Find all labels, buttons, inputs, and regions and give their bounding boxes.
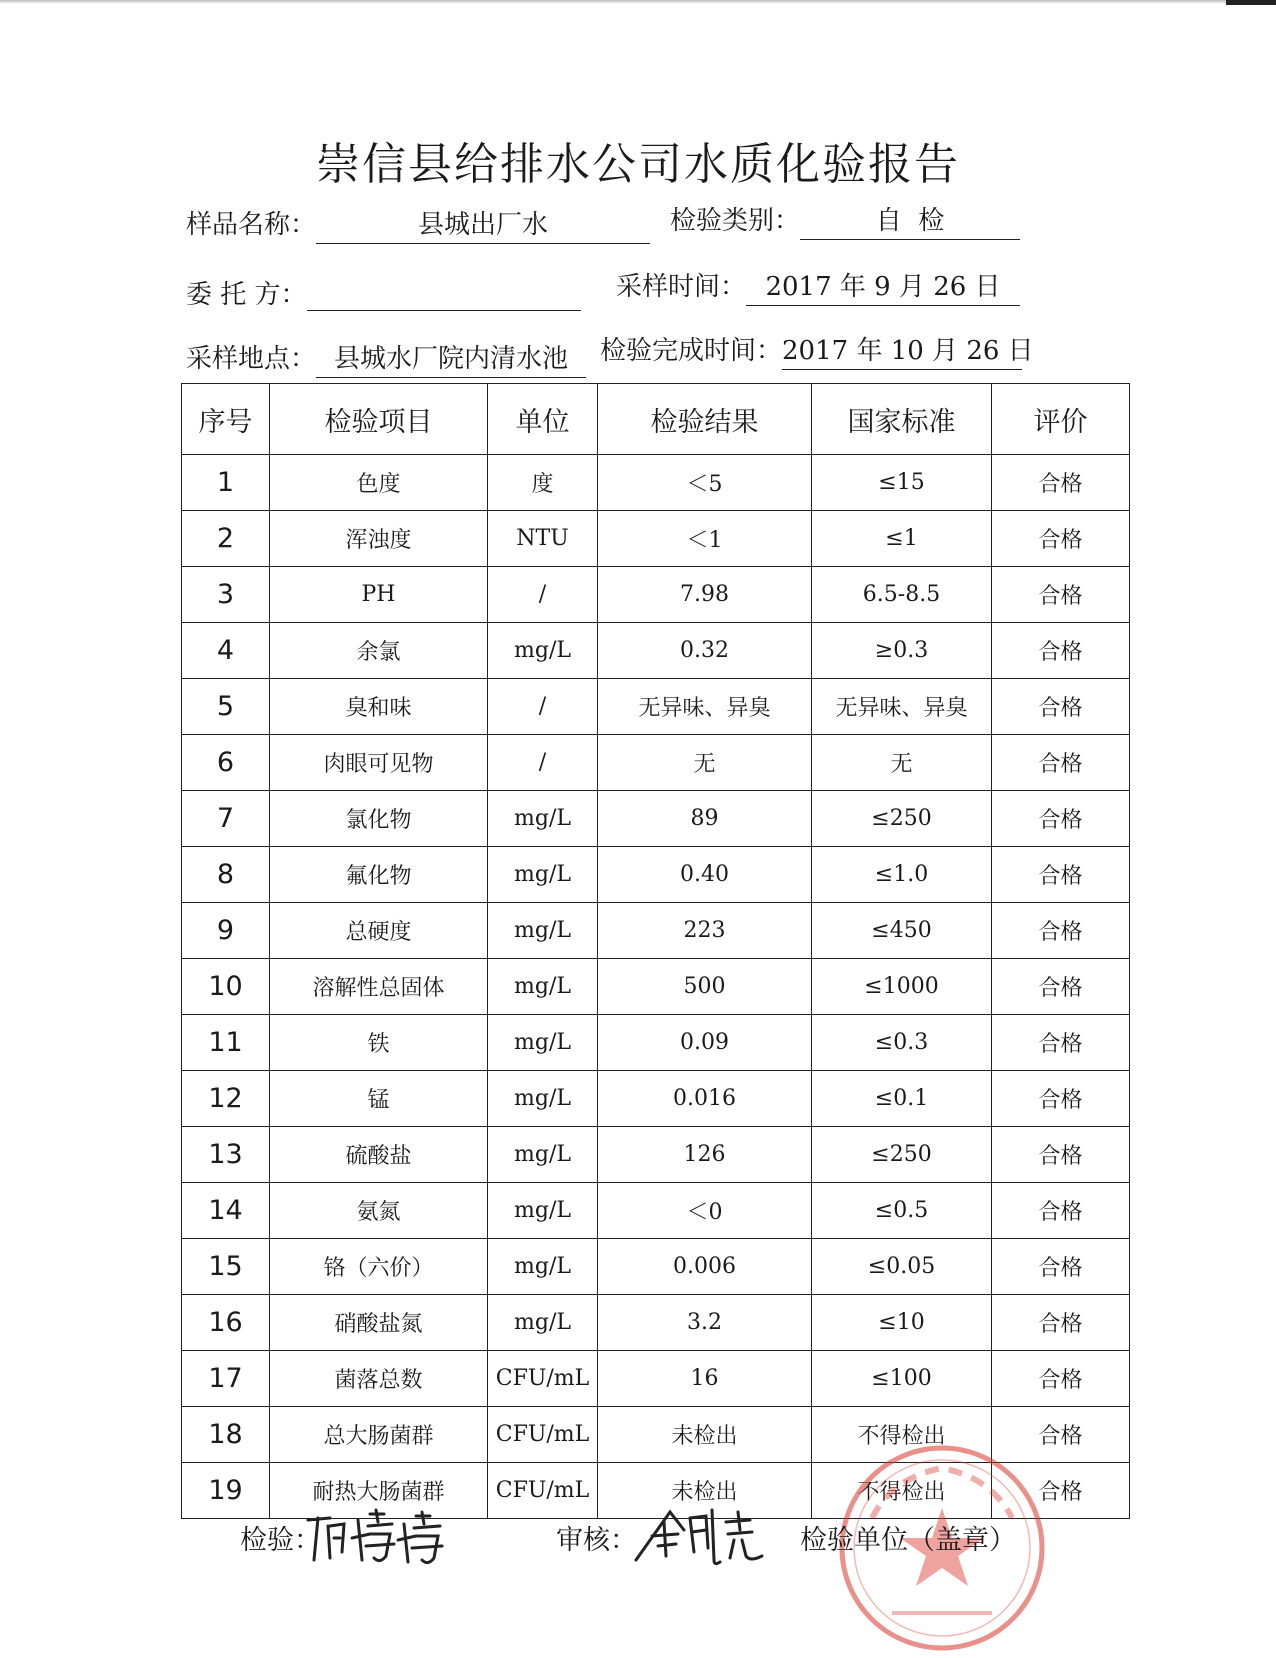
table-row [182, 791, 1130, 847]
cell-seq: 5 [182, 679, 270, 735]
cell-eval: 合格 [992, 1239, 1130, 1295]
cell-standard: ≤0.5 [812, 1183, 992, 1239]
sampling-time-label: 采样时间： [616, 272, 747, 302]
cell-item: 硝酸盐氮 [270, 1295, 488, 1351]
cell-seq: 1 [182, 455, 270, 511]
client-label: 委 托 方： [186, 280, 307, 310]
table-row [182, 1127, 1130, 1183]
cell-result: 无 [598, 735, 812, 791]
cell-eval: 合格 [992, 791, 1130, 847]
cell-standard: ≤1 [812, 511, 992, 567]
inspector-label: 检验： [240, 1525, 321, 1556]
cell-eval: 合格 [992, 679, 1130, 735]
cell-standard: ≤0.3 [812, 1015, 992, 1071]
cell-item: 氯化物 [270, 791, 488, 847]
table-row [182, 1183, 1130, 1239]
cell-unit: mg/L [488, 623, 598, 679]
table-row [182, 1295, 1130, 1351]
cell-unit: mg/L [488, 1183, 598, 1239]
cell-result: 未检出 [598, 1463, 812, 1519]
cell-seq: 18 [182, 1407, 270, 1463]
cell-item: 锰 [270, 1071, 488, 1127]
cell-item: PH [270, 567, 488, 623]
cell-unit: 度 [488, 455, 598, 511]
cell-item: 总硬度 [270, 903, 488, 959]
cell-item: 铬（六价） [270, 1239, 488, 1295]
cell-result: 500 [598, 959, 812, 1015]
cell-eval: 合格 [992, 1127, 1130, 1183]
completion-time-value: 2017 年 10 月 26 日 [782, 330, 1022, 370]
table-body [182, 455, 1130, 1519]
table-row [182, 1239, 1130, 1295]
cell-unit: CFU/mL [488, 1407, 598, 1463]
cell-unit: mg/L [488, 1239, 598, 1295]
sampling-site-label: 采样地点： [186, 344, 317, 374]
table-row [182, 1071, 1130, 1127]
cell-eval: 合格 [992, 903, 1130, 959]
table-row [182, 455, 1130, 511]
completion-time-label: 检验完成时间： [600, 336, 783, 366]
cell-eval: 合格 [992, 455, 1130, 511]
cell-seq: 13 [182, 1127, 270, 1183]
cell-item: 浑浊度 [270, 511, 488, 567]
cell-eval: 合格 [992, 1407, 1130, 1463]
cell-eval: 合格 [992, 623, 1130, 679]
cell-unit: CFU/mL [488, 1351, 598, 1407]
table-row [182, 679, 1130, 735]
cell-item: 溶解性总固体 [270, 959, 488, 1015]
sample-name-value: 县城出厂水 [316, 204, 650, 244]
cell-eval: 合格 [992, 1295, 1130, 1351]
table-row [182, 1351, 1130, 1407]
cell-standard: ≤250 [812, 1127, 992, 1183]
cell-result: 3.2 [598, 1295, 812, 1351]
cell-unit: mg/L [488, 847, 598, 903]
cell-standard: ≤450 [812, 903, 992, 959]
cell-standard: ≤0.1 [812, 1071, 992, 1127]
cell-eval: 合格 [992, 511, 1130, 567]
table-row [182, 511, 1130, 567]
cell-seq: 2 [182, 511, 270, 567]
cell-seq: 11 [182, 1015, 270, 1071]
cell-unit: mg/L [488, 903, 598, 959]
cell-standard: ≤1000 [812, 959, 992, 1015]
results-table [181, 383, 1130, 1519]
cell-item: 耐热大肠菌群 [270, 1463, 488, 1519]
cell-standard: 6.5-8.5 [812, 567, 992, 623]
cell-seq: 15 [182, 1239, 270, 1295]
cell-seq: 3 [182, 567, 270, 623]
cell-result: 0.016 [598, 1071, 812, 1127]
cell-eval: 合格 [992, 959, 1130, 1015]
cell-seq: 12 [182, 1071, 270, 1127]
cell-result: 223 [598, 903, 812, 959]
test-type-label: 检验类别： [670, 206, 801, 236]
cell-item: 菌落总数 [270, 1351, 488, 1407]
table-row [182, 1463, 1130, 1519]
cell-result: 未检出 [598, 1407, 812, 1463]
cell-seq: 7 [182, 791, 270, 847]
cell-eval: 合格 [992, 1463, 1130, 1519]
header-standard: 国家标准 [812, 384, 992, 455]
cell-standard: 无 [812, 735, 992, 791]
test-type-value: 自 检 [800, 200, 1020, 240]
cell-item: 氟化物 [270, 847, 488, 903]
cell-item: 肉眼可见物 [270, 735, 488, 791]
cell-standard: ≥0.3 [812, 623, 992, 679]
cell-result: 0.40 [598, 847, 812, 903]
cell-unit: mg/L [488, 791, 598, 847]
table-row [182, 959, 1130, 1015]
table-header-row [182, 384, 1130, 455]
cell-seq: 16 [182, 1295, 270, 1351]
header-result: 检验结果 [598, 384, 812, 455]
cell-item: 臭和味 [270, 679, 488, 735]
table-row [182, 1015, 1130, 1071]
cell-item: 铁 [270, 1015, 488, 1071]
cell-result: 7.98 [598, 567, 812, 623]
cell-unit: mg/L [488, 959, 598, 1015]
table-row [182, 1407, 1130, 1463]
sample-name-label: 样品名称： [186, 210, 317, 240]
cell-eval: 合格 [992, 847, 1130, 903]
cell-result: 无异味、异臭 [598, 679, 812, 735]
cell-standard: 无异味、异臭 [812, 679, 992, 735]
cell-result: 0.006 [598, 1239, 812, 1295]
cell-seq: 8 [182, 847, 270, 903]
header-seq: 序号 [182, 384, 270, 455]
cell-result: 0.09 [598, 1015, 812, 1071]
cell-unit: / [488, 567, 598, 623]
meta-row-site [186, 338, 586, 378]
cell-unit: mg/L [488, 1127, 598, 1183]
cell-item: 余氯 [270, 623, 488, 679]
cell-result: ＜1 [598, 511, 812, 567]
cell-standard: 不得检出 [812, 1463, 992, 1519]
meta-row-completion [600, 330, 1034, 370]
cell-result: 89 [598, 791, 812, 847]
inspection-unit-label: 检验单位（盖章） [800, 1525, 1016, 1556]
cell-seq: 9 [182, 903, 270, 959]
scan-edge [0, 0, 1276, 4]
cell-result: 0.32 [598, 623, 812, 679]
cell-seq: 14 [182, 1183, 270, 1239]
table-row [182, 623, 1130, 679]
cell-eval: 合格 [992, 735, 1130, 791]
cell-unit: / [488, 735, 598, 791]
cell-standard: ≤250 [812, 791, 992, 847]
cell-seq: 4 [182, 623, 270, 679]
cell-seq: 19 [182, 1463, 270, 1519]
cell-standard: 不得检出 [812, 1407, 992, 1463]
scan-mark [1226, 0, 1276, 5]
cell-eval: 合格 [992, 567, 1130, 623]
cell-unit: CFU/mL [488, 1463, 598, 1519]
meta-row-test-type [670, 200, 1020, 240]
table-row [182, 735, 1130, 791]
cell-result: 126 [598, 1127, 812, 1183]
cell-standard: ≤0.05 [812, 1239, 992, 1295]
header-eval: 评价 [992, 384, 1130, 455]
cell-unit: mg/L [488, 1071, 598, 1127]
cell-unit: mg/L [488, 1295, 598, 1351]
cell-seq: 10 [182, 959, 270, 1015]
cell-standard: ≤100 [812, 1351, 992, 1407]
cell-eval: 合格 [992, 1015, 1130, 1071]
cell-item: 总大肠菌群 [270, 1407, 488, 1463]
cell-eval: 合格 [992, 1071, 1130, 1127]
header-item: 检验项目 [270, 384, 488, 455]
cell-seq: 17 [182, 1351, 270, 1407]
sampling-site-value: 县城水厂院内清水池 [316, 338, 586, 378]
cell-result: ＜0 [598, 1183, 812, 1239]
cell-standard: ≤1.0 [812, 847, 992, 903]
client-value [307, 278, 581, 311]
cell-eval: 合格 [992, 1183, 1130, 1239]
table-row [182, 847, 1130, 903]
reviewer-label: 审核： [556, 1525, 637, 1556]
cell-eval: 合格 [992, 1351, 1130, 1407]
table-row [182, 567, 1130, 623]
meta-row-client [186, 274, 581, 311]
cell-unit: / [488, 679, 598, 735]
cell-unit: mg/L [488, 1015, 598, 1071]
cell-item: 色度 [270, 455, 488, 511]
cell-result: 16 [598, 1351, 812, 1407]
cell-item: 硫酸盐 [270, 1127, 488, 1183]
sampling-time-value: 2017 年 9 月 26 日 [746, 266, 1020, 306]
meta-row-sample [186, 204, 650, 244]
cell-standard: ≤15 [812, 455, 992, 511]
report-title: 崇信县给排水公司水质化验报告 [316, 139, 960, 190]
meta-row-sampling-time [616, 266, 1020, 306]
header-unit: 单位 [488, 384, 598, 455]
table-row [182, 903, 1130, 959]
cell-standard: ≤10 [812, 1295, 992, 1351]
cell-result: ＜5 [598, 455, 812, 511]
cell-item: 氨氮 [270, 1183, 488, 1239]
cell-unit: NTU [488, 511, 598, 567]
cell-seq: 6 [182, 735, 270, 791]
